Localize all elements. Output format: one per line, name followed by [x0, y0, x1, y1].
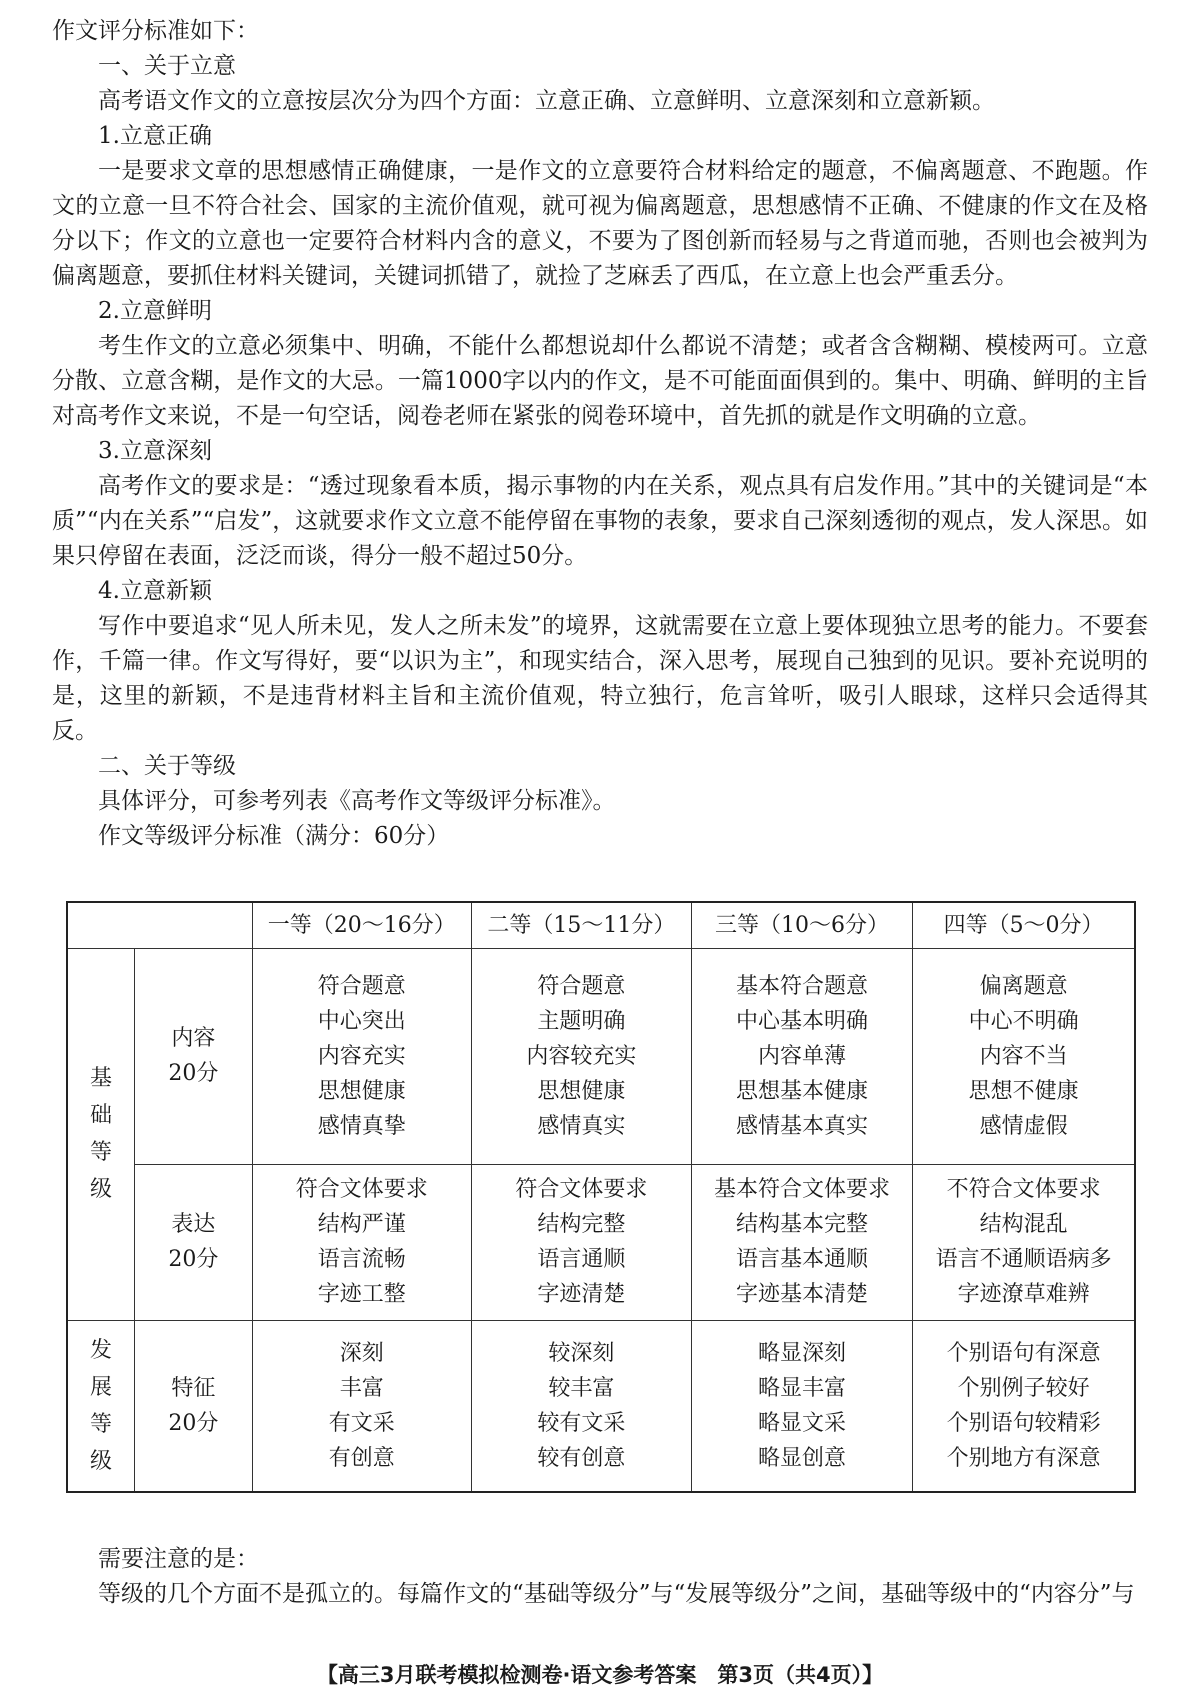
table-cell	[691, 1320, 912, 1492]
table-cell	[471, 1320, 691, 1492]
cell-line: 符合文体要求	[515, 1177, 648, 1202]
section-2-lead: 具体评分，可参考列表《高考作文等级评分标准》。	[98, 788, 616, 814]
cell-line: 中心不明确	[968, 1008, 1079, 1034]
cell-line: 略显深刻	[758, 1340, 847, 1366]
cell-line: 结构严谨	[317, 1212, 406, 1237]
header-grade-1: 一等（20～16分）	[252, 902, 471, 948]
subsection-4-body: 写作中要追求“见人所未见，发人之所未发”的境界，这就需要在立意上要体现独立思考的能力。不要套作，千篇一律。作文写得好，要“以识为主”，和现实结合，深入思考，展现自己独到的见识。要补充说明的是，这里的新颖，不是违背材料主旨和主流价值观，特立独行，危言耸听，吸引人眼球，这样只会适得其反。	[52, 613, 1148, 744]
table-corner-cell	[67, 902, 252, 948]
cell-line: 字迹潦草难辨	[957, 1282, 1090, 1307]
table-cell	[252, 1164, 471, 1320]
table-cell	[471, 1164, 691, 1320]
table-caption: 作文等级评分标准（满分：60分）	[98, 823, 450, 849]
group-development-level	[67, 1320, 135, 1492]
cell-line: 较深刻	[548, 1340, 615, 1366]
cell-line: 结构完整	[537, 1212, 626, 1237]
cell-line: 有创意	[328, 1445, 395, 1471]
cell-line: 字迹基本清楚	[736, 1282, 869, 1307]
table-cell	[691, 1164, 912, 1320]
page-footer: 【高三3月联考模拟检测卷·语文参考答案 第3页（共4页）】	[316, 1663, 884, 1687]
cell-line: 深刻	[339, 1340, 384, 1366]
cell-line: 个别地方有深意	[946, 1445, 1101, 1471]
cell-line: 偏离题意	[979, 973, 1068, 999]
section-1-lead: 高考语文作文的立意按层次分为四个方面：立意正确、立意鲜明、立意深刻和立意新颖。	[98, 88, 995, 114]
cell-line: 感情虚假	[979, 1113, 1068, 1139]
cell-line: 思想健康	[537, 1078, 626, 1104]
cell-line: 思想不健康	[968, 1078, 1079, 1104]
table-row-content	[67, 948, 1135, 1164]
table-row-expression	[67, 1164, 1135, 1320]
cell-line: 略显丰富	[758, 1375, 847, 1401]
note-body: 等级的几个方面不是孤立的。每篇作文的“基础等级分”与“发展等级分”之间，基础等级中的“内容分”与	[98, 1581, 1135, 1607]
header-grade-4: 四等（5～0分）	[913, 902, 1135, 948]
cell-line: 符合文体要求	[295, 1177, 428, 1202]
cell-line: 内容单薄	[758, 1043, 847, 1069]
table-cell	[252, 1320, 471, 1492]
cell-line: 基本符合题意	[736, 973, 869, 999]
cell-line: 语言基本通顺	[736, 1247, 869, 1272]
subsection-4-title: 4.立意新颖	[98, 578, 212, 604]
cell-line: 主题明确	[537, 1008, 626, 1034]
cell-line: 丰富	[339, 1375, 384, 1401]
cell-line: 中心突出	[317, 1008, 406, 1034]
table-row-features	[67, 1320, 1135, 1492]
table-cell	[691, 948, 912, 1164]
cell-line: 个别语句较精彩	[946, 1410, 1101, 1436]
table-header-row	[67, 902, 1135, 948]
group-basic-label: 基 础 等 级	[90, 1066, 113, 1202]
cell-line: 较有创意	[537, 1445, 626, 1471]
row-label-features: 特征 20分	[135, 1320, 253, 1492]
cell-line: 感情基本真实	[736, 1113, 869, 1139]
section-2-title: 二、关于等级	[98, 753, 236, 779]
section-1-title: 一、关于立意	[98, 53, 236, 79]
cell-line: 结构基本完整	[736, 1212, 869, 1237]
cell-line: 符合题意	[317, 973, 406, 999]
cell-line: 字迹工整	[317, 1282, 406, 1307]
table-cell	[913, 1320, 1135, 1492]
cell-line: 较丰富	[548, 1375, 615, 1401]
cell-line: 基本符合文体要求	[714, 1177, 891, 1202]
cell-line: 符合题意	[537, 973, 626, 999]
cell-line: 语言流畅	[317, 1247, 406, 1272]
group-basic-level	[67, 948, 135, 1320]
document-body	[52, 14, 1148, 854]
subsection-1-title: 1.立意正确	[98, 123, 212, 149]
table-cell	[252, 948, 471, 1164]
cell-line: 结构混乱	[979, 1212, 1068, 1237]
note-section	[52, 1542, 1148, 1612]
cell-line: 内容充实	[317, 1043, 406, 1069]
subsection-3-title: 3.立意深刻	[98, 438, 212, 464]
cell-line: 较有文采	[537, 1410, 626, 1436]
cell-line: 个别语句有深意	[946, 1340, 1101, 1366]
subsection-2-title: 2.立意鲜明	[98, 298, 212, 324]
cell-line: 略显文采	[758, 1410, 847, 1436]
note-title: 需要注意的是：	[98, 1546, 259, 1572]
intro-line: 作文评分标准如下：	[52, 18, 259, 44]
cell-line: 内容较充实	[526, 1043, 637, 1069]
grading-table	[66, 901, 1136, 1493]
subsection-2-body: 考生作文的立意必须集中、明确，不能什么都想说却什么都说不清楚；或者含含糊糊、模棱两可。立意分散、立意含糊，是作文的大忌。一篇1000字以内的作文，是不可能面面俱到的。集中、明确、鲜明的主旨对高考作文来说，不是一句空话，阅卷老师在紧张的阅卷环境中，首先抓的就是作文明确的立意。	[52, 333, 1148, 429]
cell-line: 语言通顺	[537, 1247, 626, 1272]
cell-line: 字迹清楚	[537, 1282, 626, 1307]
cell-line: 内容不当	[979, 1043, 1068, 1069]
subsection-1-body: 一是要求文章的思想感情正确健康，一是作文的立意要符合材料给定的题意，不偏离题意、不跑题。作文的立意一旦不符合社会、国家的主流价值观，就可视为偏离题意，思想感情不正确、不健康的作文在及格分以下；作文的立意也一定要符合材料内含的意义，不要为了图创新而轻易与之背道而驰，否则也会被判为偏离题意，要抓住材料关键词，关键词抓错了，就捡了芝麻丢了西瓜，在立意上也会严重丢分。	[52, 158, 1148, 289]
cell-line: 语言不通顺语病多	[935, 1247, 1112, 1272]
table-cell	[471, 948, 691, 1164]
cell-line: 思想健康	[317, 1078, 406, 1104]
cell-line: 中心基本明确	[736, 1008, 869, 1034]
cell-line: 有文采	[328, 1410, 395, 1436]
cell-line: 感情真挚	[317, 1113, 406, 1139]
header-grade-2: 二等（15～11分）	[471, 902, 691, 948]
table-cell	[913, 1164, 1135, 1320]
row-label-content: 内容 20分	[135, 948, 253, 1164]
cell-line: 感情真实	[537, 1113, 626, 1139]
cell-line: 个别例子较好	[957, 1375, 1090, 1401]
group-development-label: 发 展 等 级	[90, 1337, 113, 1474]
cell-line: 略显创意	[758, 1445, 847, 1471]
subsection-3-body: 高考作文的要求是：“透过现象看本质，揭示事物的内在关系，观点具有启发作用。”其中的关键词是“本质”“内在关系”“启发”，这就要求作文立意不能停留在事物的表象，要求自己深刻透彻的观点，发人深思。如果只停留在表面，泛泛而谈，得分一般不超过50分。	[52, 473, 1148, 569]
header-grade-3: 三等（10～6分）	[691, 902, 912, 948]
table-cell	[913, 948, 1135, 1164]
row-label-expression: 表达 20分	[135, 1164, 253, 1320]
cell-line: 不符合文体要求	[946, 1177, 1101, 1202]
cell-line: 思想基本健康	[736, 1078, 869, 1104]
